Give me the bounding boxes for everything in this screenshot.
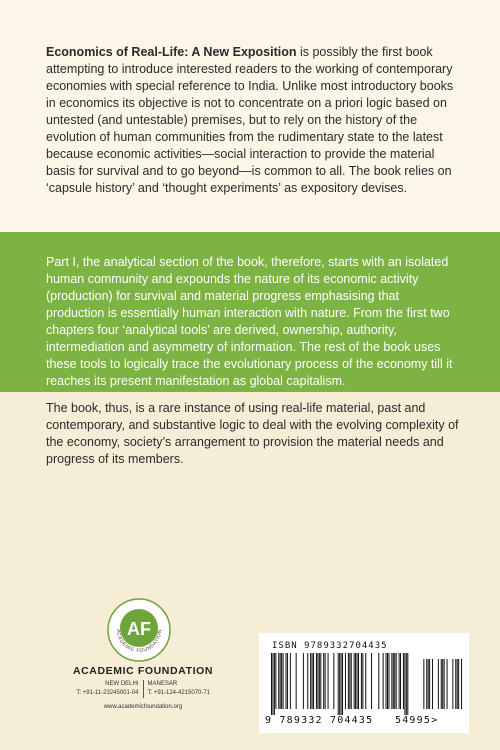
barcode-main-digits: 9 789332 704435: [265, 715, 374, 726]
logo-ring-text: ACADEMIC FOUNDATION: [114, 628, 164, 655]
publisher-logo: [107, 598, 171, 662]
publisher-website: www.academicfoundation.org: [103, 704, 183, 710]
barcode-digits: [265, 715, 438, 726]
city-new-delhi: NEW DELHI: [63, 680, 144, 689]
publisher-address: [58, 680, 228, 698]
book-title: Economics of Real-Life: A New Exposition: [46, 45, 297, 59]
publisher-name: ACADEMIC FOUNDATION: [72, 665, 214, 677]
isbn-barcode: [259, 633, 469, 733]
blurb-paragraph-3: The book, thus, is a rare instance of using real-life material, past and contemporary, and substantive logic to deal with the evolving complexity of the economy, society’s arrangement to provision the material needs and progress of its members.: [46, 401, 459, 466]
blurb-paragraph-2: Part I, the analytical section of the book, therefore, starts with an isolated human community and expounds the nature of its economic activity (production) for survival and material progress emphasising that production is essentially human interaction with nature. From the first two chapters four ‘analytical tools’ are derived, ownership, authority, intermediation and asymmetry of information. The rest of the book uses these tools to logically trace the evolutionary process of the economy till it reaches its present manifestation as global capitalism.: [46, 255, 453, 388]
logo-monogram: AF: [127, 619, 151, 639]
phone-new-delhi: T: +91-11-23245001-04: [63, 689, 144, 698]
city-manesar: MANESAR: [147, 681, 178, 687]
af-logo-icon: [107, 598, 171, 662]
isbn-label: ISBN 9789332704435: [272, 641, 388, 651]
blurb-paragraph-1: [46, 44, 456, 197]
blurb-paragraph-1-text: is possibly the first book attempting to introduce interested readers to the working of contemporary economies with special reference to India. Unlike most introductory books in economics its objective is not to concentrate on a priori logic based on untested (and untestable) premises, but to rely on the history of the evolution of human communities from the rudimentary state to the latest because economic activities—social interaction to provide the material basis for survival and to go beyond—is common to all. The book relies on ‘capsule history’ and ‘thought experiments’ as expository devises.: [46, 45, 454, 195]
phone-manesar: T: +91-124-4215070-71: [147, 690, 211, 696]
barcode-bars: [259, 633, 469, 717]
barcode-addon-digits: 54995>: [394, 715, 439, 726]
